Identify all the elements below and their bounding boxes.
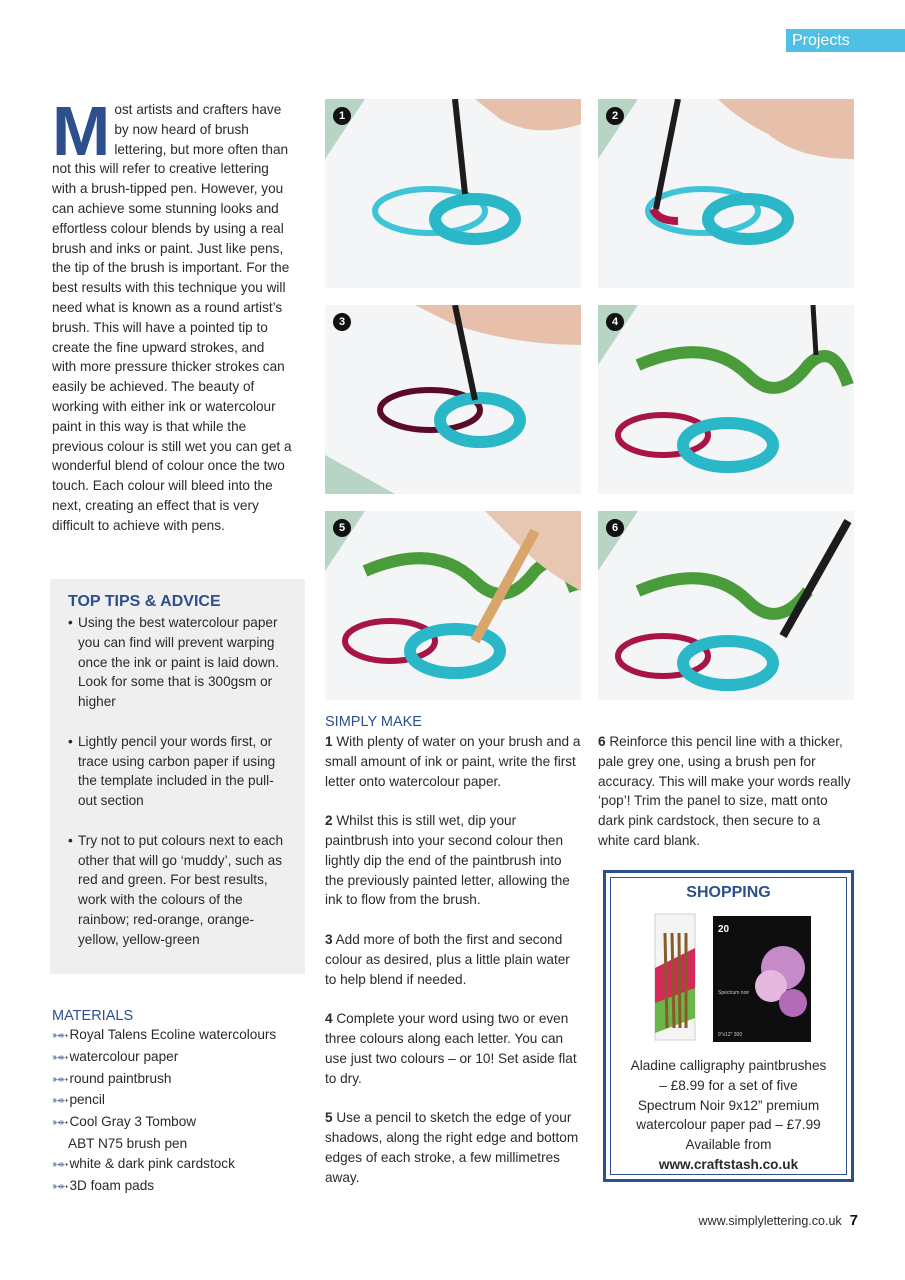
svg-text:20: 20 [718,924,730,935]
step-photo-2 [598,99,854,288]
step-paragraph: 4 Complete your word using two or even three colours along each letter. You can use just two colours – or 10! Set aside flat to dry. [325,1011,577,1086]
step-photo-6 [598,511,854,700]
page-number: 7 [849,1212,858,1229]
step-paragraph: 1 With plenty of water on your brush and a small amount of ink or paint, write the first letter onto watercolour paper. [325,734,581,789]
materials-section [52,1008,302,1197]
step-paragraph: 6 Reinforce this pencil line with a thicker, pale grey one, using a brush pen for accuracy. This will make your words really ‘pop’! Trim the panel to size, matt onto dark pink cardstock, then secure to a white card blank. [598,734,851,848]
arrow-icon: ➳➳ [52,1051,67,1064]
shopping-title: SHOPPING [686,884,771,901]
step-number-badge: 2 [606,107,624,125]
step-paragraph: 3 Add more of both the first and second colour as desired, plus a little plain water to help blend if needed. [325,931,570,987]
tip-item: • Using the best watercolour paper you can find will prevent warping once the ink or paint is laid down. Look for some that is 300gsm or higher [68,613,287,712]
material-item: ➳➳ round paintbrush [52,1070,172,1086]
materials-title: MATERIALS [52,1008,134,1024]
footer-website[interactable]: www.simplylettering.co.uk [698,1214,842,1228]
shopping-text: Aladine calligraphy paintbrushes – £8.99 for a set of five Spectrum Noir 9x12” premium watercolour paper pad – £7.99 Available from www.craftstash.co.uk [630,1058,827,1172]
arrow-icon: ➳➳ [52,1117,67,1130]
tip-item: • Try not to put colours next to each other that will go ‘muddy’, such as red and green. For best results, work with the colours of the rainbow; red-orange, orange-yellow, yellow-green [68,831,287,950]
step-number-badge: 5 [333,519,351,537]
intro-text: ost artists and crafters have by now heard of brush lettering, but more often than not this will refer to creative lettering with a brush-tipped pen. However, you can achieve some stunning looks and effortless colour blends by using a real brush and inks or paint. Just like pens, the tip of the brush is important. For the best results with this technique you will need what is known as a round artist’s brush. This will have a pointed tip to create the fine upward strokes, and with more pressure thicker strokes can easily be achieved. The beauty of working with either ink or watercolour paint in this way is that while the previous colour is still wet you can get a wonderful blend of colour once the two touch. Each colour will bleed into the next, creating an effect that is very difficult to achieve with pens. [52,102,292,533]
material-item: ➳➳ Cool Gray 3 Tombow [52,1114,197,1130]
arrow-icon: ➳➳ [52,1180,67,1193]
step-paragraph: 5 Use a pencil to sketch the edge of your shadows, along the right edge and bottom edges of each stroke, a few millimetres away. [325,1110,579,1185]
material-item: ➳➳ Royal Talens Ecoline watercolours [52,1027,277,1042]
step-photo-3 [325,305,581,494]
material-item: ➳➳ 3D foam pads [52,1177,155,1193]
step-six-column [598,732,854,871]
step-number-badge: 3 [333,313,351,331]
material-item: ABT N75 brush pen [68,1135,188,1151]
tip-item: • Lightly pencil your words first, or trace using carbon paper if using the template included in the pull-out section [68,732,287,811]
step-number-badge: 1 [333,107,351,125]
product-image [653,908,813,1044]
svg-text:9"x12" 300: 9"x12" 300 [718,1032,743,1038]
arrow-icon: ➳➳ [52,1030,67,1042]
step-number-badge: 6 [606,519,624,537]
drop-cap: M [52,92,111,170]
simply-make-title: SIMPLY MAKE [325,714,422,730]
top-tips-box [50,579,305,974]
arrow-icon: ➳➳ [52,1095,67,1108]
simply-make-column [325,712,581,1207]
intro-paragraph [52,92,292,536]
svg-text:Spectrum noir: Spectrum noir [718,990,750,996]
materials-list [52,1025,302,1197]
arrow-icon: ➳➳ [52,1073,67,1086]
material-item: ➳➳ pencil [52,1092,105,1108]
shopping-box [603,870,854,1182]
material-item: ➳➳ white & dark pink cardstock [52,1155,235,1171]
step-paragraph: 2 Whilst this is still wet, dip your paintbrush into your second colour then lightly dip the end of the paintbrush into the previously painted letter, allowing the ink to flow from the brush. [325,813,570,908]
arrow-icon: ➳➳ [52,1158,67,1171]
step-photo-5 [325,511,581,700]
section-tab: Projects [786,29,905,52]
page-footer [600,1212,858,1229]
tips-list [68,613,287,950]
shop-url-link[interactable]: www.craftstash.co.uk [658,1156,799,1172]
tips-title: TOP TIPS & ADVICE [68,593,221,610]
step-number-badge: 4 [606,313,624,331]
step-photo-1 [325,99,581,288]
material-item: ➳➳ watercolour paper [52,1048,179,1064]
shopping-inner-border [610,877,847,1175]
step-photo-4 [598,305,854,494]
